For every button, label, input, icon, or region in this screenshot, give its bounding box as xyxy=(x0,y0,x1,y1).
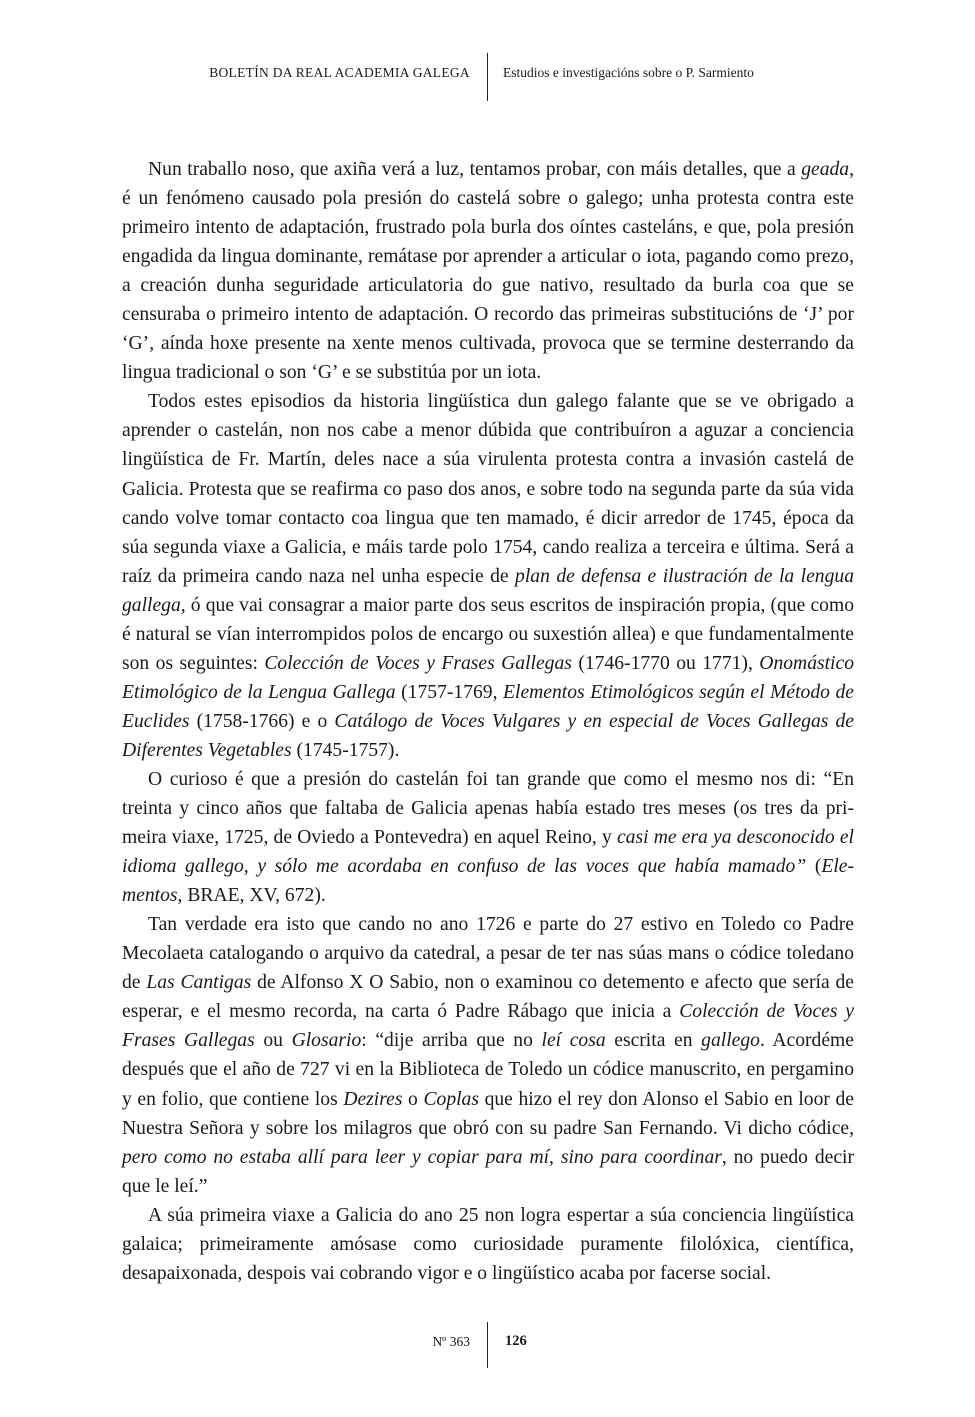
italic-run: Elementos Etimológicos según el Método de Euclides xyxy=(122,681,854,732)
paragraph xyxy=(122,1201,854,1288)
italic-run: casi me era ya desconocido el idioma gallego, y sólo me acordaba en confuso de las voces que había mamado” xyxy=(122,827,854,878)
italic-run: leí cosa xyxy=(541,1030,606,1052)
italic-run: gallego xyxy=(701,1030,760,1052)
text-run: Tan verdade era isto que cando no ano 1726 e parte do 27 estivo en Toledo co Padre Mecolaeta catalogando o arquivo da catedral, a pesar de ter nas súas mans o códice toledano de xyxy=(122,914,854,994)
text-run: , BRAE, XV, 672). xyxy=(177,885,326,907)
page-number: 126 xyxy=(505,1333,527,1349)
text-run: : “dije arriba que no xyxy=(361,1030,542,1052)
paragraph xyxy=(122,765,854,910)
text-run: ( xyxy=(806,856,822,878)
page-footer xyxy=(0,1322,975,1368)
italic-run: pero como no estaba allí para leer y copiar para mí, sino para coordinar xyxy=(122,1146,722,1168)
text-run: (1757-1769, xyxy=(395,681,504,703)
text-run: (1758-1766) e o xyxy=(189,710,335,732)
italic-run: Elementos xyxy=(122,856,854,907)
paragraph xyxy=(122,387,854,765)
text-run: . Acordéme después que el año de 727 vi en la Biblioteca de Toledo un códice manuscrito, en pergamino y en folio, que contiene los xyxy=(122,1030,854,1110)
italic-run: Glosario xyxy=(291,1030,362,1052)
text-run: A súa primeira viaxe a Galicia do ano 25 non logra espertar a súa conciencia lingüística galaica; primeiramente amósase como curiosidade puramente filolóxica, científica, desapaixonada, despois vai cobrando vigor e o lingüístico acaba por facerse social. xyxy=(122,1204,854,1284)
text-run: (1745-1757). xyxy=(291,739,400,761)
italic-run: Coplas xyxy=(423,1088,479,1110)
text-run: O curioso é que a presión do castelán foi tan grande que como el mesmo nos di: “En treinta y cinco años que faltaba de Galicia apenas había estado tres meses (os tres da primeira viaxe, 1725, de Oviedo a Pontevedra) en aquel Reino, y xyxy=(122,768,854,849)
text-run: o xyxy=(402,1088,424,1110)
text-run: (1746-1770 ou 1771), xyxy=(571,652,760,674)
section-title: Estudios e investigacións sobre o P. Sarmiento xyxy=(503,65,754,80)
text-run: Todos estes episodios da historia lingüística dun galego falante que se ve obrigado a aprender o castelán, non nos cabe a menor dúbida que contribuíron a aguzar a conciencia lingüística de Fr. Martín, deles nace a súa virulenta protesta contra a invasión castelá de Galicia. Protesta que se reafirma co paso dos anos, e sobre todo na segunda parte da súa vida cando volve tomar contacto coa lingua que ten mamado, é dicir arredor de 1745, época da súa segunda viaxe a Galicia, e máis tarde polo 1754, cando realiza a terceira e última. Será a raíz da primeira cando naza nel unha especie de xyxy=(122,391,854,587)
italic-run: Colección de Voces y Frases Gallegas xyxy=(264,652,572,674)
italic-run: Dezires xyxy=(343,1088,403,1110)
text-run: , é un fenómeno causado pola presión do castelá sobre o galego; unha protesta contra este primeiro intento de adaptación, frustrado pola burla dos oíntes casteláns, e que, pola presión engadida da lingua dominante, remátase por aprender a articular o iota, pagando como prezo, a creación dunha seguridade articulatoria do gue nativo, resultado da burla coa que se censuraba o primeiro intento de adaptación. O recordo das primeiras substitucións de ‘J’ por ‘G’, aínda hoxe presente na xente menos cultivada, provoca que se termine desterrando da lingua tradicional o son ‘G’ e se substitúa por un iota. xyxy=(122,159,854,384)
journal-title: BOLETÍN DA REAL ACADEMIA GALEGA xyxy=(209,65,470,80)
text-run: escrita en xyxy=(605,1030,702,1052)
text-run: ou xyxy=(254,1030,292,1052)
italic-run: plan de defensa e ilustración de la lengua gallega xyxy=(122,565,854,616)
italic-run: Onomástico Etimológico de la Lengua Gallega xyxy=(122,652,854,703)
footer-divider xyxy=(487,1322,488,1368)
italic-run: Catálogo de Voces Vulgares y en especial de Voces Gallegas de Diferentes Vegetables xyxy=(122,710,854,761)
issue-number: Nº 363 xyxy=(432,1334,470,1349)
text-run: , ó que vai consagrar a maior parte dos seus escritos de inspiración propia, (que como é natural se vían interrompidos polos de encargo ou suxestión allea) e que fundamentalmente son os seguintes: xyxy=(122,594,854,674)
paragraph xyxy=(122,910,854,1200)
paragraph xyxy=(122,155,854,387)
italic-run: Las Cantigas xyxy=(146,972,252,994)
article-body xyxy=(122,155,854,1288)
text-run: Nun traballo noso, que axiña verá a luz, tentamos probar, con máis detalles, que a xyxy=(148,159,802,180)
italic-run: Colección de Voces y Frases Gallegas xyxy=(122,1001,855,1052)
text-run: de Alfonso X O Sabio, non o examinou co detemento e afecto que sería de esperar, e el mesmo recorda, na carta ó Padre Rábago que inicia a xyxy=(122,972,854,1023)
running-header xyxy=(0,53,975,101)
text-run: , no puedo decir que le leí.” xyxy=(122,1146,854,1197)
italic-run: geada xyxy=(801,159,850,180)
header-divider xyxy=(487,53,488,101)
text-run: que hizo el rey don Alonso el Sabio en loor de Nuestra Señora y sobre los milagros que obró con su padre San Fernando. Vi dicho códice, xyxy=(122,1088,854,1139)
